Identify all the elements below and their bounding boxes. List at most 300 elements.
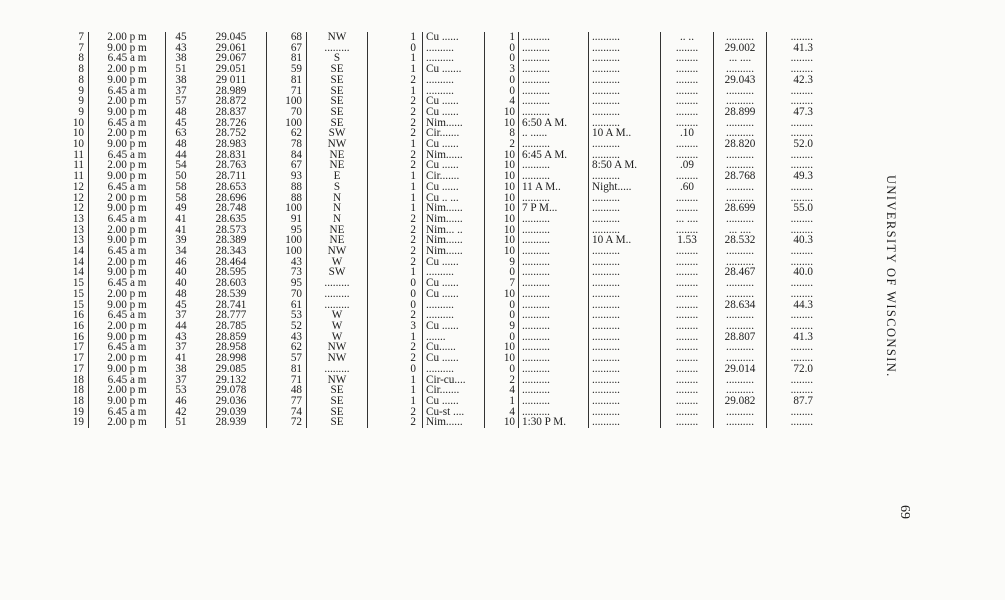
rain-amount-cell: ........ xyxy=(661,332,714,343)
humidity-cell: 93 xyxy=(267,171,307,182)
rain-ended-cell: .......... xyxy=(589,353,661,364)
wind-force-cell: 2 xyxy=(410,309,416,322)
mean-temperature-cell: 40.0 xyxy=(767,267,817,278)
day-cell: 9 xyxy=(60,107,89,118)
wind-direction-cell: ......... xyxy=(307,300,368,311)
temperature-cell: 44 xyxy=(166,150,197,161)
humidity-cell: 100 xyxy=(267,246,307,257)
rain-amount-cell: ........ xyxy=(661,96,714,107)
wind-direction-cell: NW xyxy=(307,246,368,257)
rain-amount-cell: ........ xyxy=(661,375,714,386)
table-row xyxy=(60,182,816,193)
mean-barometer-cell: 28.699 xyxy=(714,203,767,214)
rain-began-cell: .......... xyxy=(519,278,589,289)
mean-barometer-cell: .......... xyxy=(714,86,767,97)
wind-direction-cell: SE xyxy=(307,75,368,86)
cloud-kind-cell: Nim...... xyxy=(423,235,485,246)
day-cell: 18 xyxy=(60,375,89,386)
mean-barometer-cell: .......... xyxy=(714,193,767,204)
cloud-kind-cell: Nim...... xyxy=(423,203,485,214)
cloud-kind-cell: Cu...... xyxy=(423,342,485,353)
rain-amount-cell: ........ xyxy=(661,193,714,204)
mean-temperature-cell: ........ xyxy=(767,225,817,236)
rain-began-cell: .......... xyxy=(519,396,589,407)
cloud-amount-cell: 0 xyxy=(509,298,515,311)
humidity-cell: 57 xyxy=(267,353,307,364)
wind-direction-cell: N xyxy=(307,193,368,204)
cloud-amount-cell: 0 xyxy=(509,330,515,343)
wind-direction-cell: NW xyxy=(307,375,368,386)
cloud-amount-cell: 10 xyxy=(503,287,515,300)
wind-force-cell: 1 xyxy=(410,202,416,215)
mean-barometer-cell: .......... xyxy=(714,64,767,75)
humidity-cell: 81 xyxy=(267,53,307,64)
wind-direction-cell: NE xyxy=(307,160,368,171)
cloud-amount-cell: 10 xyxy=(503,416,515,429)
mean-temperature-cell: 44.3 xyxy=(767,300,817,311)
humidity-cell: 88 xyxy=(267,182,307,193)
time-cell: 2.00 p m xyxy=(107,416,147,429)
barometer-cell: 28.837 xyxy=(215,105,247,118)
day-cell: 11 xyxy=(60,160,89,171)
cloud-amount-cell: 7 xyxy=(509,277,515,290)
cloud-amount-cell: 10 xyxy=(503,191,515,204)
humidity-cell: 70 xyxy=(267,107,307,118)
rain-began-cell: .......... xyxy=(519,321,589,332)
temperature-cell: 34 xyxy=(166,246,197,257)
rain-began-cell: .......... xyxy=(519,385,589,396)
cloud-kind-cell: Nim...... xyxy=(423,417,485,428)
wind-force-cell: 2 xyxy=(410,341,416,354)
mean-barometer-cell: .......... xyxy=(714,310,767,321)
rain-began-cell: 1:30 P M. xyxy=(519,417,589,428)
cloud-kind-cell: Cu ...... xyxy=(423,257,485,268)
rain-began-cell: .......... xyxy=(519,75,589,86)
rain-amount-cell: ........ xyxy=(661,278,714,289)
rain-amount-cell: ........ xyxy=(661,310,714,321)
rain-ended-cell: .......... xyxy=(589,43,661,54)
barometer-cell: 28.752 xyxy=(215,127,247,140)
mean-barometer-cell: .......... xyxy=(714,407,767,418)
humidity-cell: 81 xyxy=(267,364,307,375)
cloud-kind-cell: Cu ...... xyxy=(423,107,485,118)
temperature-cell: 41 xyxy=(166,214,197,225)
cloud-amount-cell: 2 xyxy=(509,373,515,386)
humidity-cell: 81 xyxy=(267,75,307,86)
cloud-amount-cell: 10 xyxy=(503,223,515,236)
rain-amount-cell: .10 xyxy=(661,128,714,139)
mean-barometer-cell: 29.002 xyxy=(714,43,767,54)
time-cell: 6.45 a m xyxy=(107,116,147,129)
cloud-kind-cell: Cir-cu.... xyxy=(423,375,485,386)
barometer-cell: 28.696 xyxy=(215,191,247,204)
rain-ended-cell: .......... xyxy=(589,225,661,236)
mean-barometer-cell: .......... xyxy=(714,160,767,171)
wind-direction-cell: ......... xyxy=(307,43,368,54)
cloud-amount-cell: 10 xyxy=(503,352,515,365)
barometer-cell: 28.998 xyxy=(215,352,247,365)
day-cell: 12 xyxy=(60,193,89,204)
mean-barometer-cell: .......... xyxy=(714,342,767,353)
barometer-cell: 28.573 xyxy=(215,223,247,236)
rain-amount-cell: 1.53 xyxy=(661,235,714,246)
temperature-cell: 43 xyxy=(166,43,197,54)
temperature-cell: 38 xyxy=(166,53,197,64)
rain-ended-cell: .......... xyxy=(589,96,661,107)
rain-began-cell: .......... xyxy=(519,53,589,64)
wind-direction-cell: NW xyxy=(307,32,368,43)
mean-temperature-cell: ........ xyxy=(767,385,817,396)
table-row xyxy=(60,289,816,300)
mean-barometer-cell: .......... xyxy=(714,150,767,161)
temperature-cell: 48 xyxy=(166,139,197,150)
rain-amount-cell: ........ xyxy=(661,203,714,214)
wind-direction-cell: SE xyxy=(307,118,368,129)
rain-began-cell: .......... xyxy=(519,407,589,418)
mean-temperature-cell: 42.3 xyxy=(767,75,817,86)
temperature-cell: 63 xyxy=(166,128,197,139)
rain-began-cell: .......... xyxy=(519,171,589,182)
humidity-cell: 74 xyxy=(267,407,307,418)
table-row xyxy=(60,75,816,86)
rain-ended-cell: .......... xyxy=(589,289,661,300)
mean-temperature-cell: ........ xyxy=(767,310,817,321)
rain-ended-cell: .......... xyxy=(589,417,661,428)
mean-temperature-cell: 87.7 xyxy=(767,396,817,407)
barometer-cell: 29.067 xyxy=(215,52,247,65)
temperature-cell: 45 xyxy=(166,300,197,311)
mean-barometer-cell: 28.807 xyxy=(714,332,767,343)
time-cell: 9.00 p m xyxy=(107,170,147,183)
rain-ended-cell: .......... xyxy=(589,86,661,97)
rain-began-cell: 7 P M... xyxy=(519,203,589,214)
rain-ended-cell: .......... xyxy=(589,139,661,150)
day-cell: 15 xyxy=(60,289,89,300)
wind-force-cell: 2 xyxy=(410,159,416,172)
wind-force-cell: 1 xyxy=(410,330,416,343)
time-cell: 2.00 p m xyxy=(107,255,147,268)
mean-barometer-cell: .......... xyxy=(714,214,767,225)
barometer-cell: 28.785 xyxy=(215,319,247,332)
mean-barometer-cell: .......... xyxy=(714,289,767,300)
cloud-kind-cell: Cu ...... xyxy=(423,160,485,171)
rain-amount-cell: ........ xyxy=(661,118,714,129)
wind-direction-cell: W xyxy=(307,257,368,268)
mean-barometer-cell: 28.532 xyxy=(714,235,767,246)
wind-force-cell: 1 xyxy=(410,394,416,407)
wind-force-cell: 1 xyxy=(410,266,416,279)
rain-amount-cell: ........ xyxy=(661,300,714,311)
time-cell: 6.45 a m xyxy=(107,373,147,386)
wind-direction-cell: SW xyxy=(307,128,368,139)
rain-began-cell: .......... xyxy=(519,96,589,107)
wind-direction-cell: SE xyxy=(307,96,368,107)
humidity-cell: 62 xyxy=(267,128,307,139)
mean-temperature-cell: ........ xyxy=(767,86,817,97)
mean-barometer-cell: .......... xyxy=(714,278,767,289)
mean-barometer-cell: .......... xyxy=(714,375,767,386)
wind-force-cell: 1 xyxy=(410,170,416,183)
rain-began-cell: .......... xyxy=(519,86,589,97)
mean-temperature-cell: ........ xyxy=(767,246,817,257)
time-cell: 6.45 a m xyxy=(107,405,147,418)
rain-amount-cell: .09 xyxy=(661,160,714,171)
day-cell: 8 xyxy=(60,64,89,75)
day-cell: 18 xyxy=(60,396,89,407)
rain-amount-cell: ........ xyxy=(661,353,714,364)
mean-temperature-cell: ........ xyxy=(767,118,817,129)
time-cell: 6.45 a m xyxy=(107,245,147,258)
day-cell: 8 xyxy=(60,53,89,64)
time-cell: 6.45 a m xyxy=(107,212,147,225)
cloud-kind-cell: Cu ...... xyxy=(423,396,485,407)
mean-temperature-cell: 41.3 xyxy=(767,332,817,343)
temperature-cell: 38 xyxy=(166,364,197,375)
barometer-cell: 28.635 xyxy=(215,212,247,225)
mean-barometer-cell: .......... xyxy=(714,96,767,107)
barometer-cell: 28.343 xyxy=(215,245,247,258)
mean-temperature-cell: ........ xyxy=(767,64,817,75)
day-cell: 12 xyxy=(60,182,89,193)
barometer-cell: 29.036 xyxy=(215,394,247,407)
cloud-kind-cell: ....... xyxy=(423,332,485,343)
time-cell: 2.00 p m xyxy=(107,31,147,43)
temperature-cell: 37 xyxy=(166,86,197,97)
cloud-amount-cell: 10 xyxy=(503,180,515,193)
mean-barometer-cell: .......... xyxy=(714,353,767,364)
humidity-cell: 72 xyxy=(267,417,307,428)
wind-force-cell: 0 xyxy=(410,41,416,54)
rain-amount-cell: ........ xyxy=(661,267,714,278)
mean-barometer-cell: 28.768 xyxy=(714,171,767,182)
wind-direction-cell: NE xyxy=(307,225,368,236)
mean-temperature-cell: ........ xyxy=(767,353,817,364)
wind-direction-cell: N xyxy=(307,203,368,214)
rain-amount-cell: .60 xyxy=(661,182,714,193)
wind-force-cell: 2 xyxy=(410,245,416,258)
mean-barometer-cell: ... .... xyxy=(714,225,767,236)
rain-ended-cell: .......... xyxy=(589,193,661,204)
humidity-cell: 73 xyxy=(267,267,307,278)
rain-began-cell: .......... xyxy=(519,332,589,343)
humidity-cell: 100 xyxy=(267,235,307,246)
mean-temperature-cell: ........ xyxy=(767,278,817,289)
rain-ended-cell: .......... xyxy=(589,385,661,396)
wind-force-cell: 2 xyxy=(410,352,416,365)
barometer-cell: 28.983 xyxy=(215,138,247,151)
rain-began-cell: .......... xyxy=(519,310,589,321)
temperature-cell: 53 xyxy=(166,385,197,396)
day-cell: 9 xyxy=(60,96,89,107)
day-cell: 11 xyxy=(60,150,89,161)
mean-barometer-cell: .......... xyxy=(714,321,767,332)
time-cell: 2.00 p m xyxy=(107,159,147,172)
temperature-cell: 37 xyxy=(166,375,197,386)
humidity-cell: 77 xyxy=(267,396,307,407)
wind-force-cell: 3 xyxy=(410,319,416,332)
cloud-kind-cell: .......... xyxy=(423,75,485,86)
mean-barometer-cell: 29.014 xyxy=(714,364,767,375)
rain-amount-cell: ........ xyxy=(661,139,714,150)
mean-barometer-cell: 29.043 xyxy=(714,75,767,86)
rain-began-cell: 6:50 A M. xyxy=(519,118,589,129)
time-cell: 9.00 p m xyxy=(107,234,147,247)
temperature-cell: 50 xyxy=(166,171,197,182)
barometer-cell: 28.989 xyxy=(215,84,247,97)
rain-amount-cell: ........ xyxy=(661,289,714,300)
time-cell: 2 00 p m xyxy=(107,191,147,204)
mean-barometer-cell: 28.634 xyxy=(714,300,767,311)
temperature-cell: 58 xyxy=(166,193,197,204)
wind-force-cell: 1 xyxy=(410,180,416,193)
cloud-amount-cell: 8 xyxy=(509,127,515,140)
time-cell: 2.00 p m xyxy=(107,127,147,140)
wind-direction-cell: S xyxy=(307,53,368,64)
rain-ended-cell: .......... xyxy=(589,150,661,161)
barometer-cell: 29.051 xyxy=(215,63,247,76)
rain-ended-cell: .......... xyxy=(589,75,661,86)
rain-amount-cell: ........ xyxy=(661,321,714,332)
cloud-amount-cell: 9 xyxy=(509,255,515,268)
cloud-kind-cell: Nim...... xyxy=(423,118,485,129)
mean-temperature-cell: ........ xyxy=(767,150,817,161)
barometer-cell: 28.653 xyxy=(215,180,247,193)
mean-temperature-cell: ........ xyxy=(767,257,817,268)
rain-began-cell: .......... xyxy=(519,342,589,353)
day-cell: 16 xyxy=(60,332,89,343)
wind-force-cell: 0 xyxy=(410,287,416,300)
humidity-cell: 84 xyxy=(267,150,307,161)
rain-ended-cell: .......... xyxy=(589,396,661,407)
mean-temperature-cell: ........ xyxy=(767,375,817,386)
barometer-cell: 28.958 xyxy=(215,341,247,354)
rain-began-cell: .......... xyxy=(519,364,589,375)
temperature-cell: 42 xyxy=(166,407,197,418)
time-cell: 2.00 p m xyxy=(107,287,147,300)
humidity-cell: 100 xyxy=(267,203,307,214)
day-cell: 14 xyxy=(60,267,89,278)
humidity-cell: 71 xyxy=(267,375,307,386)
temperature-cell: 38 xyxy=(166,75,197,86)
time-cell: 9.00 p m xyxy=(107,202,147,215)
cloud-amount-cell: 2 xyxy=(509,138,515,151)
table-row xyxy=(60,417,816,428)
cloud-amount-cell: 0 xyxy=(509,362,515,375)
wind-force-cell: 2 xyxy=(410,148,416,161)
cloud-kind-cell: Cu ....... xyxy=(423,64,485,75)
rain-ended-cell: 8:50 A M. xyxy=(589,160,661,171)
rain-began-cell: .......... xyxy=(519,267,589,278)
cloud-kind-cell: .......... xyxy=(423,43,485,54)
cloud-kind-cell: Cir....... xyxy=(423,128,485,139)
mean-barometer-cell: .......... xyxy=(714,182,767,193)
temperature-cell: 40 xyxy=(166,267,197,278)
wind-direction-cell: ......... xyxy=(307,278,368,289)
day-cell: 14 xyxy=(60,246,89,257)
humidity-cell: 70 xyxy=(267,289,307,300)
time-cell: 9.00 p m xyxy=(107,138,147,151)
cloud-kind-cell: Cu ...... xyxy=(423,32,485,43)
mean-temperature-cell: ........ xyxy=(767,342,817,353)
wind-force-cell: 2 xyxy=(410,73,416,86)
humidity-cell: 95 xyxy=(267,278,307,289)
day-cell: 10 xyxy=(60,128,89,139)
rain-amount-cell: ........ xyxy=(661,225,714,236)
wind-force-cell: 2 xyxy=(410,416,416,429)
humidity-cell: 78 xyxy=(267,139,307,150)
rain-amount-cell: ........ xyxy=(661,75,714,86)
rain-ended-cell: .......... xyxy=(589,32,661,43)
rain-amount-cell: ........ xyxy=(661,257,714,268)
barometer-cell: 28.726 xyxy=(215,116,247,129)
humidity-cell: 71 xyxy=(267,86,307,97)
cloud-kind-cell: Nim...... xyxy=(423,150,485,161)
running-head: UNIVERSITY OF WISCONSIN. xyxy=(884,175,898,378)
time-cell: 2.00 p m xyxy=(107,63,147,76)
cloud-kind-cell: Cu-st .... xyxy=(423,407,485,418)
time-cell: 6.45 a m xyxy=(107,277,147,290)
humidity-cell: 67 xyxy=(267,160,307,171)
rain-ended-cell: .......... xyxy=(589,321,661,332)
time-cell: 9.00 p m xyxy=(107,41,147,54)
wind-direction-cell: SE xyxy=(307,385,368,396)
rain-began-cell: .......... xyxy=(519,107,589,118)
wind-force-cell: 1 xyxy=(410,138,416,151)
rain-began-cell: .......... xyxy=(519,246,589,257)
rain-began-cell: .......... xyxy=(519,300,589,311)
cloud-amount-cell: 0 xyxy=(509,41,515,54)
day-cell: 18 xyxy=(60,385,89,396)
day-cell: 16 xyxy=(60,321,89,332)
rain-began-cell: .......... xyxy=(519,375,589,386)
temperature-cell: 58 xyxy=(166,182,197,193)
cloud-amount-cell: 10 xyxy=(503,245,515,258)
mean-temperature-cell: 55.0 xyxy=(767,203,817,214)
wind-force-cell: 1 xyxy=(410,63,416,76)
wind-force-cell: 2 xyxy=(410,234,416,247)
rain-amount-cell: ........ xyxy=(661,150,714,161)
mean-temperature-cell: ........ xyxy=(767,128,817,139)
wind-force-cell: 2 xyxy=(410,95,416,108)
day-cell: 17 xyxy=(60,353,89,364)
wind-direction-cell: NW xyxy=(307,353,368,364)
rain-began-cell: .......... xyxy=(519,214,589,225)
rain-amount-cell: ........ xyxy=(661,342,714,353)
rain-began-cell: 11 A M.. xyxy=(519,182,589,193)
humidity-cell: 67 xyxy=(267,43,307,54)
rain-ended-cell: .......... xyxy=(589,278,661,289)
cloud-kind-cell: Nim...... xyxy=(423,214,485,225)
day-cell: 19 xyxy=(60,417,89,428)
cloud-kind-cell: .......... xyxy=(423,300,485,311)
temperature-cell: 49 xyxy=(166,203,197,214)
time-cell: 6.45 a m xyxy=(107,341,147,354)
barometer-cell: 28.872 xyxy=(215,95,247,108)
mean-barometer-cell: .......... xyxy=(714,257,767,268)
table-row xyxy=(60,396,816,407)
cloud-amount-cell: 10 xyxy=(503,234,515,247)
time-cell: 9.00 p m xyxy=(107,266,147,279)
cloud-kind-cell: .......... xyxy=(423,310,485,321)
wind-direction-cell: SE xyxy=(307,107,368,118)
barometer-cell: 29.045 xyxy=(215,31,247,43)
rain-began-cell: .......... xyxy=(519,225,589,236)
rain-ended-cell: .......... xyxy=(589,364,661,375)
mean-temperature-cell: ........ xyxy=(767,289,817,300)
rain-began-cell: .......... xyxy=(519,289,589,300)
mean-temperature-cell: ........ xyxy=(767,214,817,225)
cloud-kind-cell: Cu ...... xyxy=(423,96,485,107)
